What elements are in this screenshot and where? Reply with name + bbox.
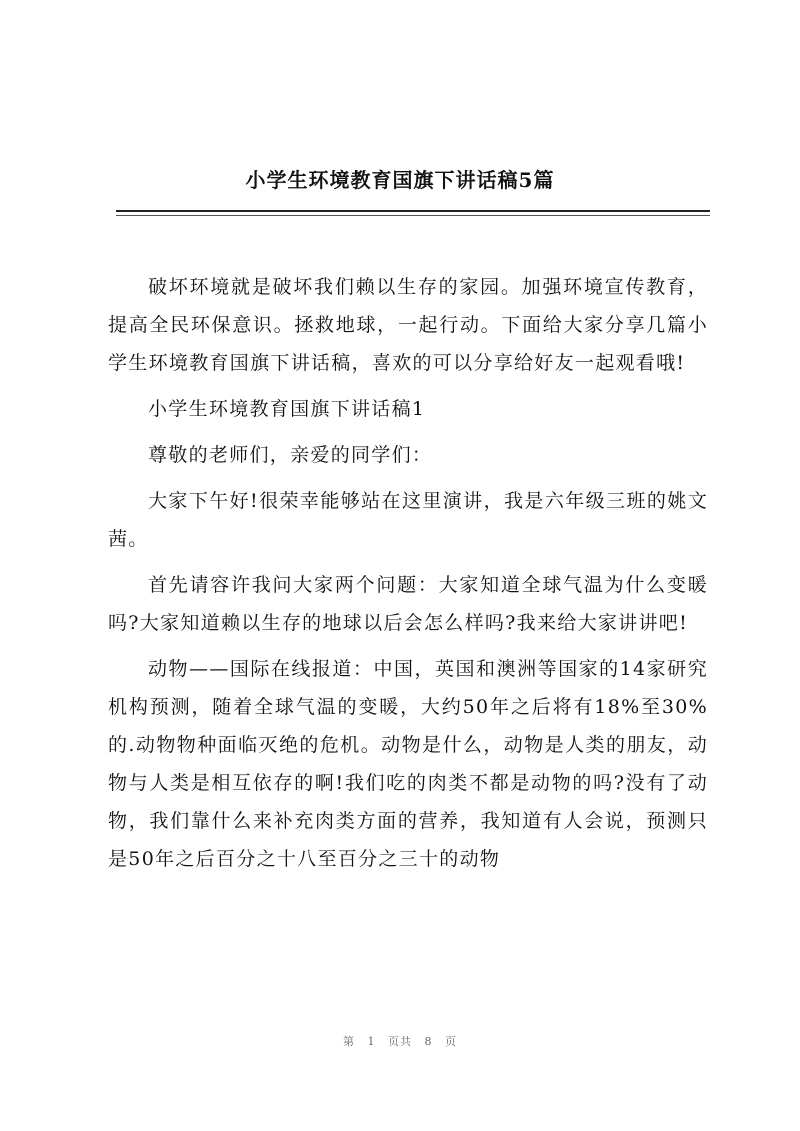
title-divider-thin	[116, 215, 710, 216]
footer-prefix: 第	[343, 1035, 355, 1048]
document-body	[108, 268, 708, 886]
footer-suffix: 页	[445, 1035, 457, 1048]
footer-total-pages: 8	[424, 1035, 433, 1048]
salutation: 尊敬的老师们，亲爱的同学们：	[148, 444, 433, 466]
footer-middle: 页共	[388, 1035, 412, 1048]
title-divider	[116, 210, 710, 212]
intro-paragraph: 破坏环境就是破坏我们赖以生存的家园。加强环境宣传教育，提高全民环保意识。拯救地球，一起行动。下面给大家分享几篇小学生环境教育国旗下讲话稿，喜欢的可以分享给好友一起观看哦!	[108, 276, 708, 374]
section-heading: 小学生环境教育国旗下讲话稿1	[148, 398, 426, 420]
animals-paragraph: 动物——国际在线报道：中国，英国和澳洲等国家的14家研究机构预测，随着全球气温的变暖，大约50年之后将有18%至30%的.动物物种面临灭绝的危机。动物是什么，动物是人类的朋友，动物与人类是相互依存的啊!我们吃的肉类不都是动物的吗?没有了动物，我们靠什么来补充肉类方面的营养，我知道有人会说，预测只是50年之后百分之十八至百分之三十的动物	[108, 658, 708, 870]
page-title: 小学生环境教育国旗下讲话稿5篇	[245, 168, 555, 192]
greeting-paragraph: 大家下午好!很荣幸能够站在这里演讲，我是六年级三班的姚文茜。	[108, 490, 708, 550]
footer-current-page: 1	[367, 1035, 376, 1048]
question-paragraph: 首先请容许我问大家两个问题：大家知道全球气温为什么变暖吗?大家知道赖以生存的地球以后会怎么样吗?我来给大家讲讲吧!	[108, 574, 708, 634]
page-footer	[0, 1033, 800, 1049]
